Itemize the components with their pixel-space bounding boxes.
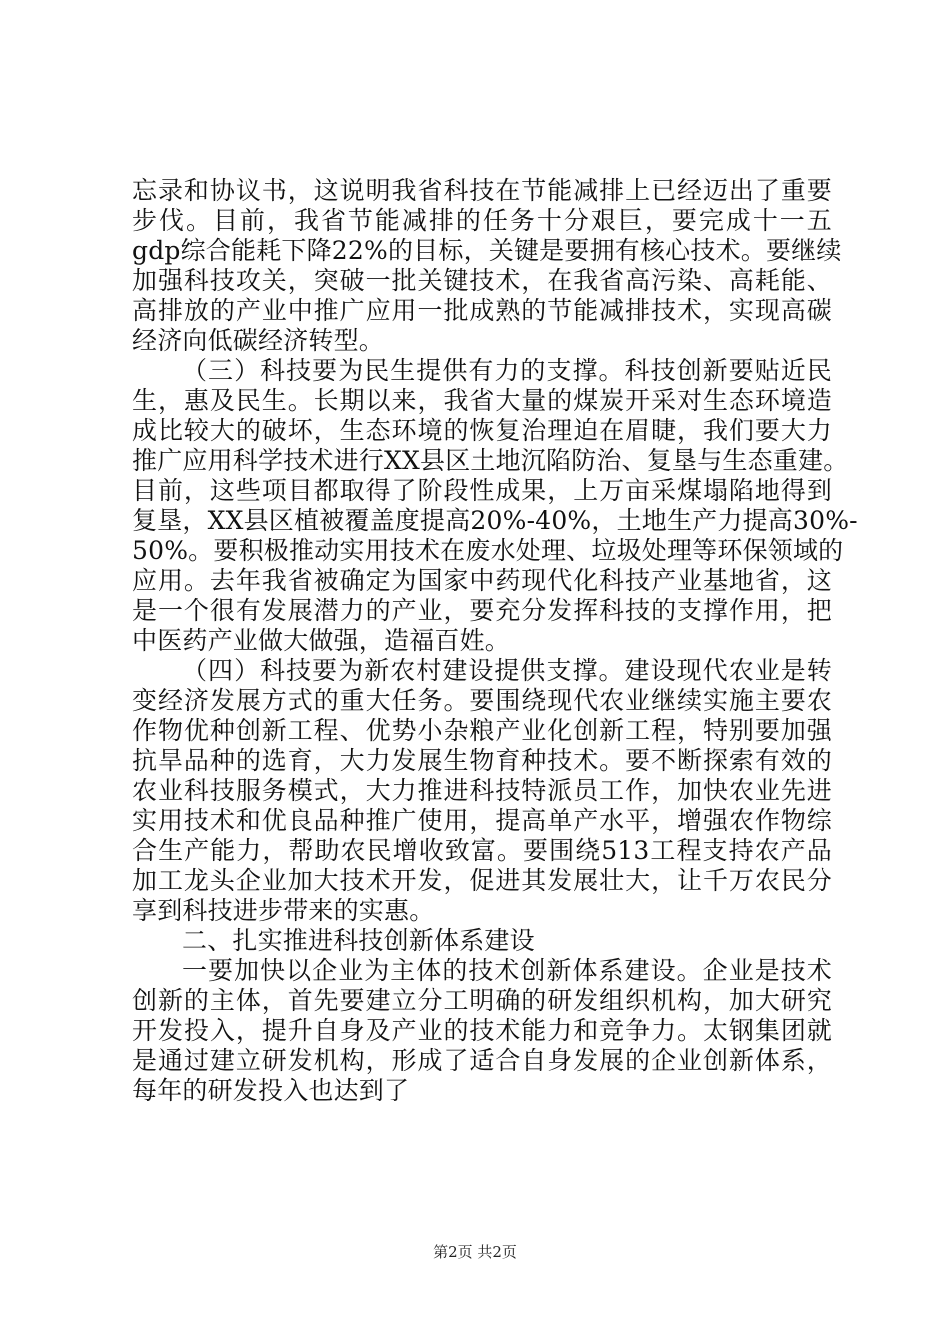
text-line: 推广应用科学技术进行XX县区土地沉陷防治、复垦与生态重建。	[132, 446, 849, 475]
text-line: 加强科技攻关，突破一批关键技术，在我省高污染、高耗能、	[132, 266, 832, 295]
text-line: 抗旱品种的选育，大力发展生物育种技术。要不断探索有效的	[132, 746, 832, 775]
paragraph-heading-4: （四）科技要为新农村建设提供支撑。建设现代农业是转	[182, 656, 832, 685]
text-line: gdp综合能耗下降22%的目标，关键是要拥有核心技术。要继续	[132, 236, 842, 265]
text-line: 经济向低碳经济转型。	[132, 326, 385, 355]
text-line: 创新的主体，首先要建立分工明确的研发组织机构，加大研究	[132, 986, 832, 1015]
text-line: 作物优种创新工程、优势小杂粮产业化创新工程，特别要加强	[132, 716, 832, 745]
paragraph-heading-3: （三）科技要为民生提供有力的支撑。科技创新要贴近民	[182, 356, 832, 385]
text-line: 加工龙头企业加大技术开发，促进其发展壮大，让千万农民分	[132, 866, 832, 895]
text-line: 应用。去年我省被确定为国家中药现代化科技产业基地省，这	[132, 566, 832, 595]
text-line: 一要加快以企业为主体的技术创新体系建设。企业是技术	[182, 956, 832, 985]
text-line: 高排放的产业中推广应用一批成熟的节能减排技术，实现高碳	[132, 296, 832, 325]
page-number-footer: 第2页 共2页	[433, 1243, 517, 1261]
text-line: 变经济发展方式的重大任务。要围绕现代农业继续实施主要农	[132, 686, 832, 715]
text-line: 每年的研发投入也达到了	[132, 1076, 410, 1105]
text-line: 50%。要积极推动实用技术在废水处理、垃圾处理等环保领域的	[132, 536, 844, 565]
text-line: 成比较大的破坏，生态环境的恢复治理迫在眉睫，我们要大力	[132, 416, 832, 445]
text-line: 享到科技进步带来的实惠。	[132, 896, 435, 925]
text-line: 中医药产业做大做强，造福百姓。	[132, 626, 511, 655]
body-text	[132, 176, 858, 1106]
text-line: 实用技术和优良品种推广使用，提高单产水平，增强农作物综	[132, 806, 832, 835]
text-line: 步伐。目前，我省节能减排的任务十分艰巨，要完成十一五	[132, 206, 832, 235]
text-line: 生，惠及民生。长期以来，我省大量的煤炭开采对生态环境造	[132, 386, 832, 415]
text-line: 开发投入，提升自身及产业的技术能力和竞争力。太钢集团就	[132, 1016, 832, 1045]
text-line: 目前，这些项目都取得了阶段性成果，上万亩采煤塌陷地得到	[132, 476, 832, 505]
text-line: 合生产能力，帮助农民增收致富。要围绕513工程支持农产品	[132, 836, 832, 865]
text-line: 忘录和协议书，这说明我省科技在节能减排上已经迈出了重要	[132, 176, 832, 205]
text-line: 农业科技服务模式，大力推进科技特派员工作，加快农业先进	[132, 776, 832, 805]
text-line: 是一个很有发展潜力的产业，要充分发挥科技的支撑作用，把	[132, 596, 832, 625]
section-heading: 二、扎实推进科技创新体系建设	[182, 926, 535, 955]
text-line: 是通过建立研发机构，形成了适合自身发展的企业创新体系，	[132, 1046, 832, 1075]
text-line: 复垦，XX县区植被覆盖度提高20%-40%，土地生产力提高30%-	[132, 506, 858, 535]
